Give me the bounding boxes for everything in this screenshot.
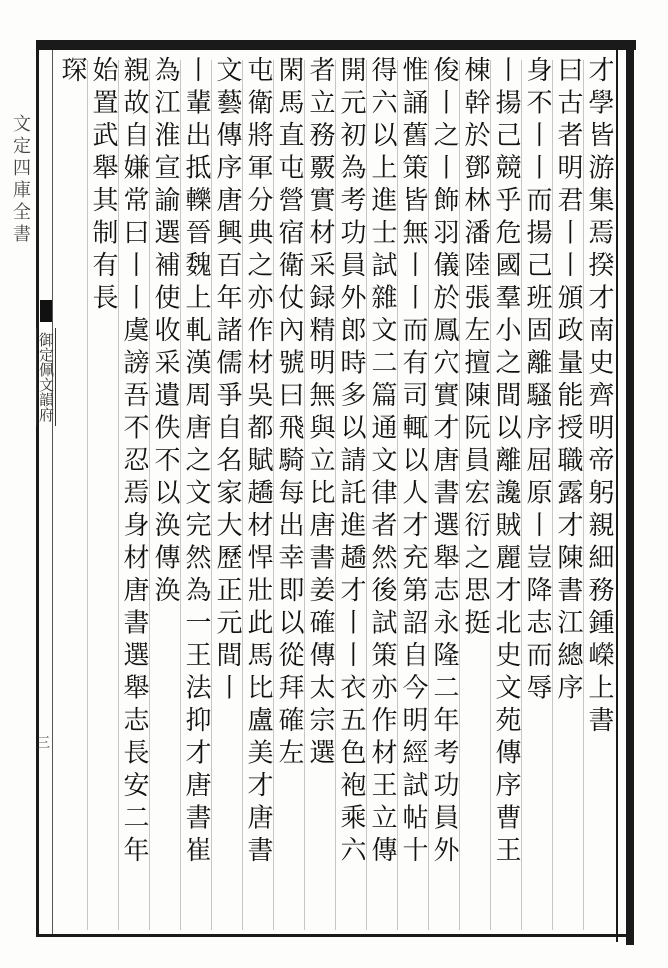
text-column: 開元初為考功員外郎時多以請託進趫才丨丨衣五色袍乘六	[336, 56, 366, 869]
column-rule	[242, 60, 243, 930]
text-column: 丨輩出抵轢晉魏上軋漢周唐之文完然為一王法抑才唐書崔	[181, 56, 211, 869]
column-rule	[273, 60, 274, 930]
text-column: 親故自嫌常曰丨丨虞謗吾不忍焉身材唐書選舉志長安二年	[119, 56, 149, 869]
text-column: 閑馬直屯營宿衛仗內號曰飛騎每出幸即以從拜確左	[274, 56, 304, 771]
column-rule	[335, 60, 336, 930]
column-rule	[583, 60, 584, 930]
column-rule	[304, 60, 305, 930]
gutter-heading: 文定四庫全書	[10, 114, 31, 246]
text-column: 為江淮宣諭選補使收采遺佚不以涣傳涣	[150, 56, 180, 609]
text-column: 丨揚己競乎危國羣小之間以離讒賊麗才北史文苑傳序曹王	[491, 56, 521, 869]
column-rule	[521, 60, 522, 930]
column-rule	[459, 60, 460, 930]
column-rule	[397, 60, 398, 930]
column-rule	[428, 60, 429, 930]
text-column: 俊丨之丨飾羽儀於鳳穴實才唐書選舉志永隆二年考功員外	[429, 56, 459, 869]
text-column: 得六以上進士試雜文二篇通文律者然後試策亦作材王立傳	[367, 56, 397, 869]
text-column: 棟幹於鄧林潘陸張左擅陳阮員宏衍之思挺	[460, 56, 490, 641]
column-rule	[366, 60, 367, 930]
column-rule	[490, 60, 491, 930]
top-border	[36, 40, 636, 50]
bottom-border	[36, 934, 632, 937]
column-rule	[180, 60, 181, 930]
text-column: 屯衛將軍分典之亦作材吳都賦趫材悍壯此馬比盧美才唐書	[243, 56, 273, 869]
margin-rule	[52, 50, 53, 934]
text-columns	[56, 56, 614, 932]
text-column: 始置武舉其制有長	[88, 56, 118, 316]
column-rule	[211, 60, 212, 930]
column-rule	[87, 60, 88, 930]
text-column: 惟誦舊策皆無丨丨而有司輒以人才充第詔自今明經試帖十	[398, 56, 428, 869]
text-column: 身不丨丨而揚己班固離騷序屈原丨豈降志而辱	[522, 56, 552, 706]
text-column: 才學皆游集焉揆才南史齊明帝躬親細務鍾嶸上書	[584, 56, 614, 739]
book-title: 御定佩文韻府	[36, 328, 56, 426]
column-rule	[149, 60, 150, 930]
text-column: 者立務覈實材采録精明無與立比唐書姜確傳太宗選	[305, 56, 335, 771]
right-border	[626, 40, 634, 945]
left-border	[36, 40, 39, 936]
text-column: 曰古者明君丨丨頒政量能授職露才陳書江總序	[553, 56, 583, 706]
column-rule	[552, 60, 553, 930]
column-rule	[118, 60, 119, 930]
fishtail-mark	[40, 300, 52, 322]
text-column: 文藝傳序唐興百年諸儒爭自名家大歷正元間丨	[212, 56, 242, 706]
text-column: 琛	[57, 56, 87, 89]
margin-gutter	[0, 50, 34, 940]
right-inner-border	[616, 50, 618, 942]
page-number: 三	[34, 735, 50, 749]
